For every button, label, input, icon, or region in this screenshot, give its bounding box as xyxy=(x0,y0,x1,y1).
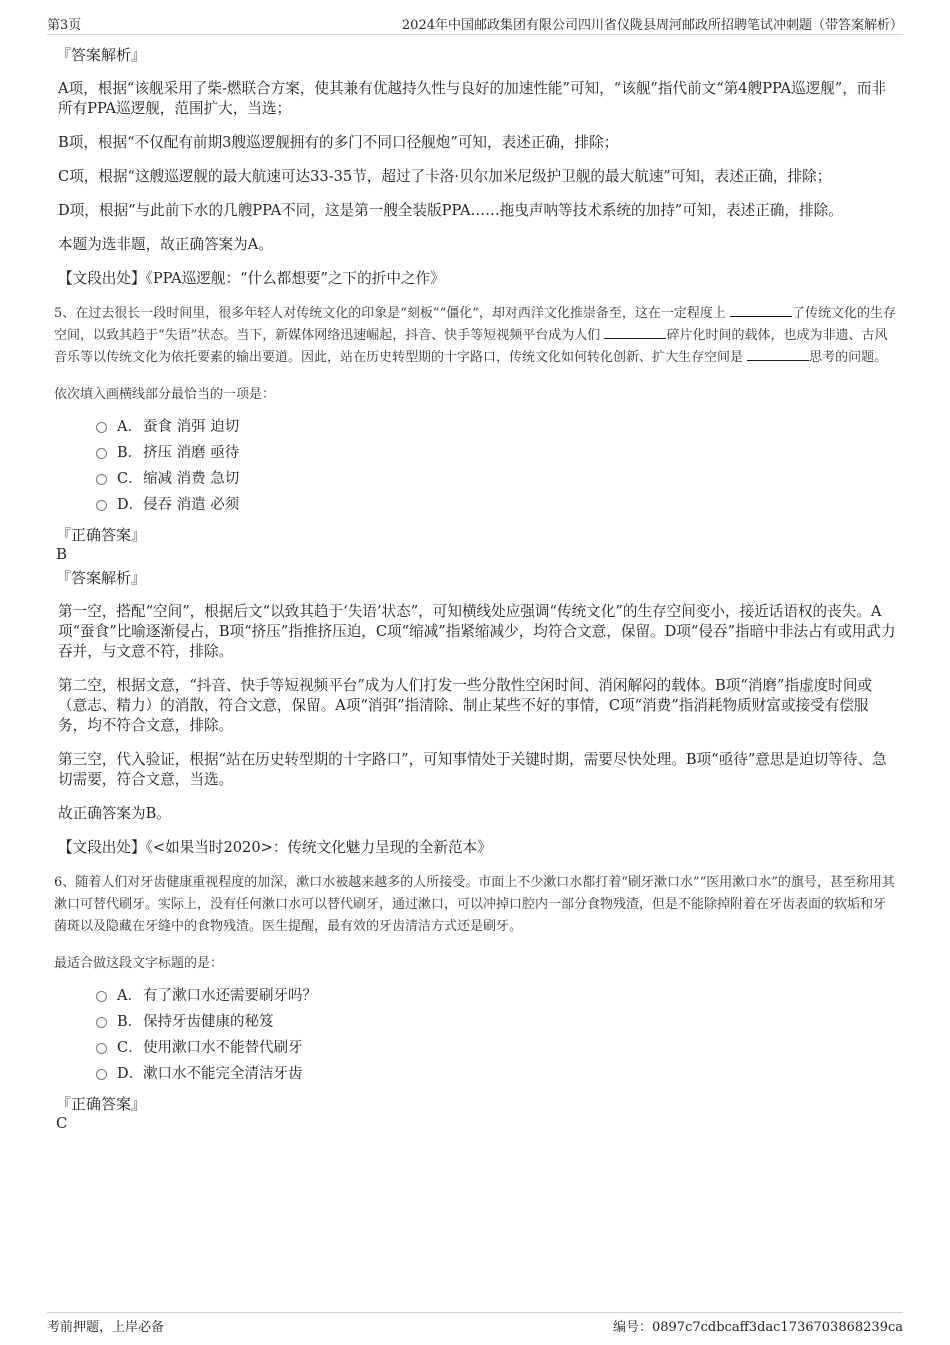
question-5 xyxy=(56,303,896,858)
radio-icon[interactable] xyxy=(96,474,107,485)
analysis-label: 『答案解析』 xyxy=(56,46,147,64)
document-id: 编号：0897c7cdbcaff3dac1736703868239ca xyxy=(612,1320,903,1335)
source-citation: 【文段出处】《<如果当时2020>：传统文化魅力呈现的全新范本》 xyxy=(58,839,492,856)
option-c[interactable]: C． 使用漱口水不能替代刷牙 xyxy=(96,1033,896,1059)
option-d[interactable]: D． 漱口水不能完全清洁牙齿 xyxy=(96,1059,896,1085)
analysis-conclusion: 故正确答案为B。 xyxy=(58,805,171,822)
correct-answer: C xyxy=(56,1114,68,1132)
analysis-paragraph: 第三空，代入验证，根据“站在历史转型期的十字路口”，可知事情处于关键时期，需要尽快处理。B项“亟待”意思是迫切等待、急切需要，符合文意，当选。 xyxy=(58,751,887,788)
analysis-paragraph: 第二空，根据文意，“抖音、快手等短视频平台”成为人们打发一些分散性空闲时间、消闲解闷的载体。B项“消磨”指虚度时间或（意志、精力）的消散，符合文意，保留。A项“消弭”指清除、制止某些不好的事情，C项“消费”指消耗物质财富或接受有偿服务，均不符合文意，排除。 xyxy=(58,677,873,734)
footer-slogan: 考前押题，上岸必备 xyxy=(47,1320,165,1335)
option-b[interactable]: B． 挤压 消磨 亟待 xyxy=(96,438,896,464)
analysis-paragraph: B项，根据“不仅配有前期3艘巡逻舰拥有的多门不同口径舰炮”可知，表述正确，排除； xyxy=(58,134,619,151)
option-a[interactable]: A． 有了漱口水还需要刷牙吗？ xyxy=(96,981,896,1007)
analysis-paragraph: D项，根据“与此前下水的几艘PPA不同，这是第一艘全装版PPA……拖曳声呐等技术系统的加持”可知，表述正确，排除。 xyxy=(58,202,843,219)
fill-blank xyxy=(604,325,666,339)
question-stem: 6、随着人们对牙齿健康重视程度的加深，漱口水被越来越多的人所接受。市面上不少漱口水都打着“刷牙漱口水”“医用漱口水”的旗号，甚至称用其漱口可替代刷牙。实际上，没有任何漱口水可以替代刷牙，通过漱口，可以冲掉口腔内一部分食物残渣，但是不能除掉附着在牙齿表面的软垢和牙菌斑以及隐藏在牙缝中的食物残渣。医生提醒，最有效的牙齿清洁方式还是刷牙。 xyxy=(54,875,895,934)
answer-label: 『正确答案』 xyxy=(56,526,147,544)
option-a[interactable]: A． 蚕食 消弭 迫切 xyxy=(96,412,896,438)
fill-blank xyxy=(747,347,809,361)
correct-answer: B xyxy=(56,545,68,563)
analysis-label: 『答案解析』 xyxy=(56,569,147,587)
radio-icon[interactable] xyxy=(96,422,107,433)
analysis-paragraph: A项，根据“该舰采用了柴-燃联合方案，使其兼有优越持久性与良好的加速性能”可知，“该舰”指代前文“第4艘PPA巡逻舰”，而非所有PPA巡逻舰，范围扩大，当选； xyxy=(58,80,887,117)
analysis-conclusion: 本题为选非题，故正确答案为A。 xyxy=(58,236,273,253)
fill-blank xyxy=(730,303,792,317)
question-prompt: 最适合做这段文字标题的是： xyxy=(54,956,224,971)
page-number: 第3页 xyxy=(47,18,82,33)
question-6 xyxy=(56,872,896,1132)
question-4-tail xyxy=(56,44,896,289)
option-c[interactable]: C． 缩减 消费 急切 xyxy=(96,464,896,490)
document-body xyxy=(56,44,896,1136)
radio-icon[interactable] xyxy=(96,1069,107,1080)
question-prompt: 依次填入画横线部分最恰当的一项是： xyxy=(54,387,276,402)
document-title: 2024年中国邮政集团有限公司四川省仪陇县周河邮政所招聘笔试冲刺题（带答案解析） xyxy=(401,18,903,33)
source-citation: 【文段出处】《PPA巡逻舰：“什么都想要”之下的折中之作》 xyxy=(58,270,445,287)
option-list xyxy=(96,412,896,516)
analysis-paragraph: C项，根据“这艘巡逻舰的最大航速可达33-35节，超过了卡洛·贝尔加米尼级护卫舰的最大航速”可知，表述正确，排除； xyxy=(58,168,832,185)
radio-icon[interactable] xyxy=(96,448,107,459)
radio-icon[interactable] xyxy=(96,1017,107,1028)
radio-icon[interactable] xyxy=(96,1043,107,1054)
option-list xyxy=(96,981,896,1085)
radio-icon[interactable] xyxy=(96,991,107,1002)
page-header xyxy=(47,14,903,35)
option-b[interactable]: B． 保持牙齿健康的秘笈 xyxy=(96,1007,896,1033)
answer-label: 『正确答案』 xyxy=(56,1095,147,1113)
option-d[interactable]: D． 侵吞 消遣 必须 xyxy=(96,490,896,516)
radio-icon[interactable] xyxy=(96,500,107,511)
analysis-paragraph: 第一空，搭配“空间”，根据后文“以致其趋于‘失语’状态”，可知横线处应强调“传统文化”的生存空间变小，接近话语权的丧失。A项“蚕食”比喻逐渐侵占，B项“挤压”指推挤压迫，C项“缩减”指紧缩减少，均符合文意，保留。D项“侵吞”指暗中非法占有或用武力吞并，与文意不符，排除。 xyxy=(58,603,896,660)
page-footer xyxy=(47,1312,903,1337)
question-stem: 5、在过去很长一段时间里，很多年轻人对传统文化的印象是“刻板”“僵化”，却对西洋文化推崇备至，这在一定程度上 了传统文化的生存空间，以致其趋于“失语”状态。当下，新媒体网络迅速崛起，抖音、快手等短视频平台成为人们 碎片化时间的载体，也成为非遗、古风音乐等以传统文化为依托要素的输出要道。因此，站在历史转型期的十字路口，传统文化如何转化创新、扩大生存空间是 思考的问题。 xyxy=(54,303,896,369)
